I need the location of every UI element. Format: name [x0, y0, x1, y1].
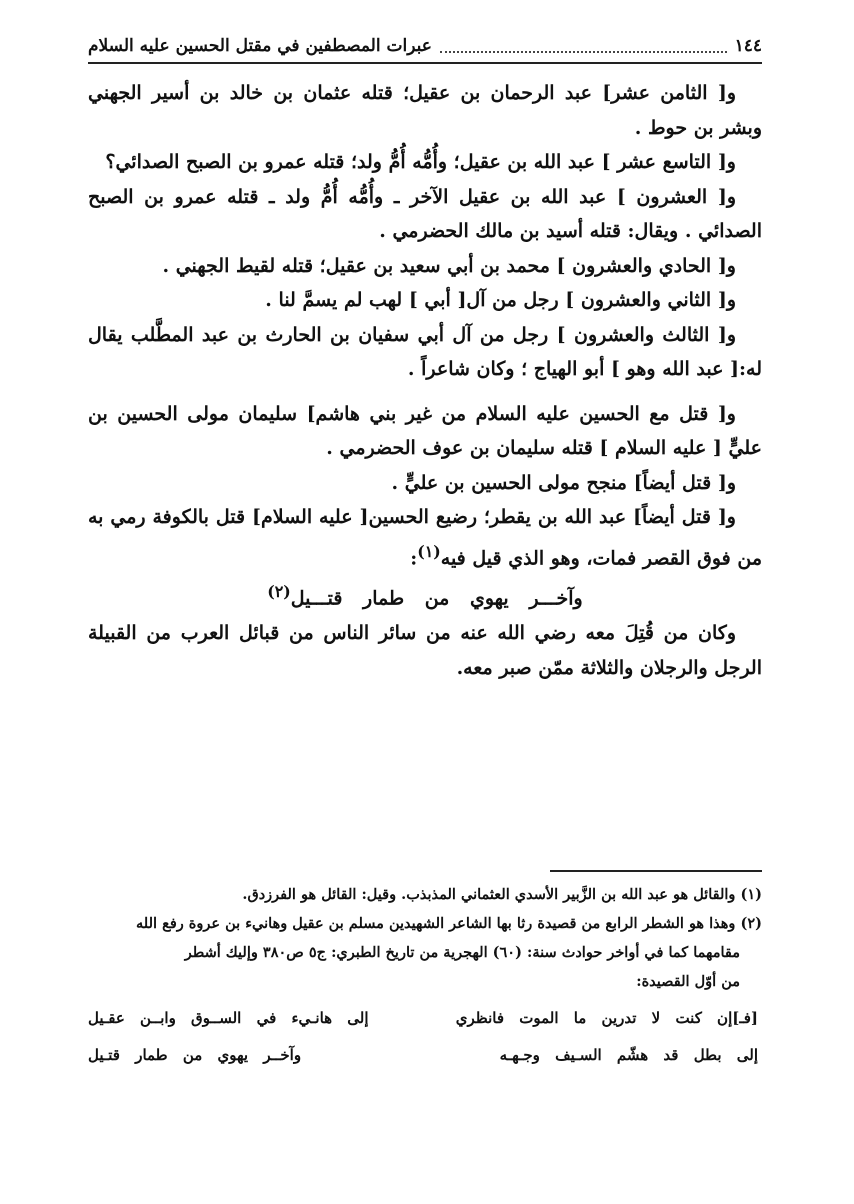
paragraph: و[ الثاني والعشرون ] رجل من آل[ أبي ] لهب لم يسمَّ لنا . — [265, 289, 736, 311]
paragraph: و[ قتل مع الحسين عليه السلام من غير بني هاشم] سليمان مولى الحسين بن عليٍّ [ عليه السلام ] قتله سليمان بن عوف الحضرمي . — [88, 402, 762, 459]
verse-line — [88, 575, 762, 616]
footnote-2: (٢) وهذا هو الشطر الرابع من قصيدة رثا بها الشاعر الشهيدين مسلم بن عقيل وهانيء بن عروة رفع الله — [136, 915, 762, 932]
poem-hemistich-second: إلى هانـيء في الســوق وابــن عقـيل — [88, 1009, 369, 1027]
footnote-separator — [550, 870, 762, 872]
paragraph: و[ قتل أيضاً] منجح مولى الحسين بن عليٍّ . — [391, 471, 736, 494]
main-text — [88, 76, 762, 685]
paragraph-text: و[ قتل أيضاً] عبد الله بن يقطر؛ رضيع الحسين[ عليه السلام] قتل بالكوفة رمي به من فوق القصر فمات، وهو الذي قيل فيه — [88, 506, 762, 569]
page-number: ١٤٤ — [734, 36, 762, 56]
footnote-2-continued: مقامهما كما في أواخر حوادث سنة: (٦٠) الهجرية من تاريخ الطبري: ج٥ ص٣٨٠ وإليك أشطر — [184, 944, 740, 961]
footnote-marker-1: (١) — [417, 541, 441, 561]
book-title: عبرات المصطفين في مقتل الحسين عليه السلام — [88, 36, 432, 56]
paragraph: و[ الحادي والعشرون ] محمد بن أبي سعيد بن عقيل؛ قتله لقيط الجهني . — [162, 254, 736, 277]
footnote-1: (١) والقائل هو عبد الله بن الزَّبير الأسدي العثماني المذبذب. وقيل: القائل هو الفرزدق. — [242, 886, 762, 903]
verse-text: وآخـــر يهوي من طمار قتـــيل — [290, 587, 583, 610]
footnotes — [88, 880, 762, 1070]
paragraph: و[ التاسع عشر ] عبد الله بن عقيل؛ وأُمُّه أُمُّ ولد؛ قتله عمرو بن الصبح الصدائي؟ — [105, 151, 736, 173]
poem-hemistich-first: إلى بطل قد هشّم السـيف وجـهـه — [499, 1046, 758, 1064]
page-header — [88, 30, 762, 64]
footnote-2-continued: من أوّل القصيدة: — [636, 973, 740, 990]
paragraph-with-footnote — [88, 500, 762, 575]
poem-hemistich-first: [فـ]إن كنت لا تدرين ما الموت فانظري — [455, 1009, 758, 1027]
header-leader-dots — [440, 39, 727, 53]
poem-line-2 — [88, 1041, 762, 1070]
paragraph: و[ العشرون ] عبد الله بن عقيل الآخر ـ وأُمُّه أُمُّ ولد ـ قتله عمرو بن الصبح الصدائي . ويقال: قتله أسيد بن مالك الحضرمي . — [88, 185, 762, 242]
paragraph: وكان من قُتِلَ معه رضي الله عنه من سائر الناس من قبائل العرب من القبيلة الرجل والرجلان والثلاثة ممّن صبر معه. — [88, 622, 762, 679]
poem-line-1 — [88, 1004, 762, 1033]
poem-hemistich-second: وآخــر يهوي من طمار قتـيل — [88, 1046, 302, 1064]
footnote-marker-2: (٢) — [267, 582, 291, 602]
colon: : — [410, 546, 418, 569]
paragraph: و[ الثالث والعشرون ] رجل من آل أبي سفيان بن الحارث بن عبد المطَّلب يقال له:[ عبد الله وهو ] أبو الهياج ؛ وكان شاعراً . — [88, 323, 762, 380]
paragraph: و[ الثامن عشر] عبد الرحمان بن عقيل؛ قتله عثمان بن خالد بن أسير الجهني وبشر بن حوط . — [88, 82, 762, 139]
